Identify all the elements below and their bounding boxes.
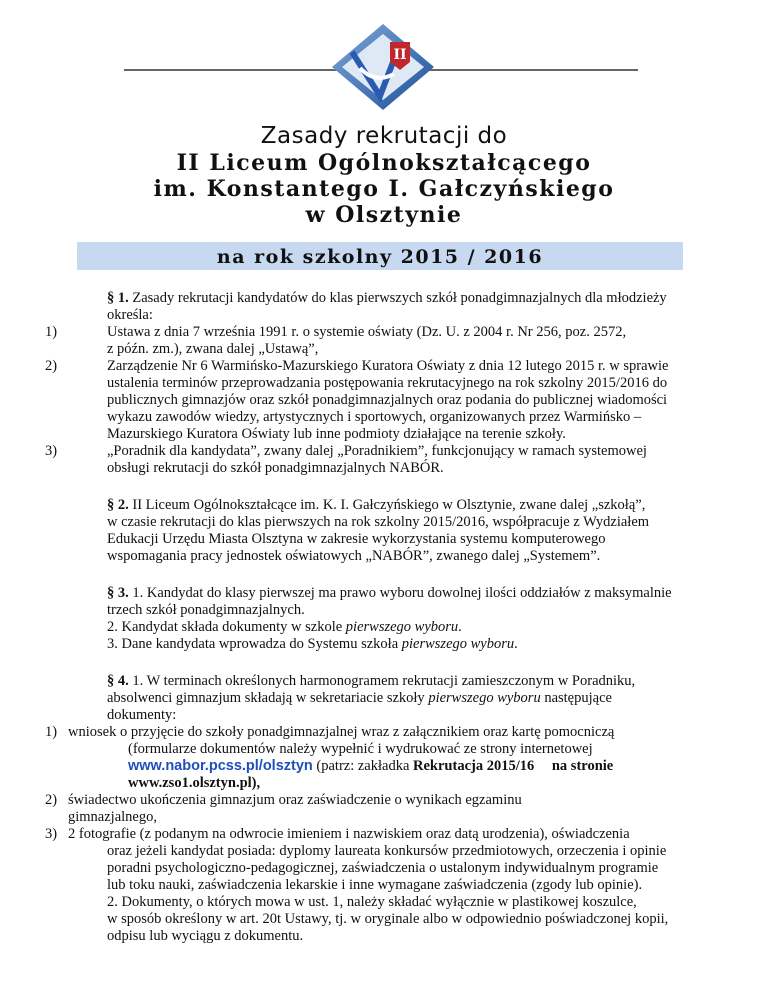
section-4-line: dokumenty: xyxy=(107,707,177,723)
section-3-heading: § 3. xyxy=(107,585,129,601)
s1-item-2-line: wykazu zawodów wiedzy, artystycznych i sportowych, organizowanych przez Warmińsko – xyxy=(107,409,642,425)
s4-item-3-line: lub toku nauki, zaświadczenia lekarskie i inne wymagane zaświadczenia (zgody lub opinie). xyxy=(107,877,643,893)
s4-para-2-line: w sposób określony w art. 20t Ustawy, tj. w oryginale albo w odpowiednio poświadczonej kopii, xyxy=(107,911,669,927)
section-1-intro xyxy=(107,290,697,307)
nabor-link[interactable]: www.nabor.pcss.pl/olsztyn xyxy=(128,758,313,774)
list-number: 2) xyxy=(45,792,58,808)
header-rule-left xyxy=(124,69,340,71)
s1-item-2-line: publicznych gimnazjów oraz szkół ponadgimnazjalnych oraz podania do publicznej wiadomości xyxy=(107,392,668,408)
list-number: 1) xyxy=(45,724,58,740)
s4-para-2-line: odpisu lub wyciągu z dokumentu. xyxy=(107,928,304,944)
section-2-line: w czasie rekrutacji do klas pierwszych na rok szkolny 2015/2016, współpracuje z Wydziałem xyxy=(107,514,650,530)
school-year-band: na rok szkolny 2015 / 2016 xyxy=(77,242,683,270)
header xyxy=(0,0,768,120)
section-3-text: 1. Kandydat do klasy pierwszej ma prawo wyboru dowolnej ilości oddziałów z maksymalnie xyxy=(132,585,672,601)
section-2-line: wspomagania pracy jednostek oświatowych „NABÓR”, zwanego dalej „Systemem”. xyxy=(107,548,601,564)
s4-item-3-line: 2 fotografie (z podanym na odwrocie imieniem i nazwiskiem oraz datą urodzenia), oświadczenia xyxy=(68,826,630,842)
section-2-heading: § 2. xyxy=(107,497,129,513)
section-3-line: trzech szkół ponadgimnazjalnych. xyxy=(107,602,305,618)
s4-para-2-line: 2. Dokumenty, o których mowa w ust. 1, należy składać wyłącznie w plastikowej koszulce, xyxy=(107,894,637,910)
s1-item-2-line: Zarządzenie Nr 6 Warmińsko-Mazurskiego Kuratora Oświaty z dnia 12 lutego 2015 r. w sprawie xyxy=(107,358,669,374)
s4-item-1-line: wniosek o przyjęcie do szkoły ponadgimnazjalnej wraz z załącznikiem oraz kartę pomocniczą xyxy=(68,724,615,740)
s4-item-3-line: oraz jeżeli kandydat posiada: dyplomy laureata konkursów przedmiotowych, orzeczenia i opinie xyxy=(107,843,667,859)
section-4-line xyxy=(107,673,635,690)
s4-item-1-line: www.nabor.pcss.pl/olsztyn (patrz: zakładka Rekrutacja 2015/16 na stronie xyxy=(128,758,614,774)
s4-item-1-line: www.zso1.olsztyn.pl), xyxy=(128,775,261,791)
list-number: 2) xyxy=(45,358,58,374)
crest-text: II xyxy=(393,47,407,63)
section-4-text: 1. W terminach określonych harmonogramem rekrutacji zamieszczonym w Poradniku, xyxy=(132,673,636,689)
section-3-line xyxy=(107,585,672,602)
s4-item-2-line: świadectwo ukończenia gimnazjum oraz zaświadczenie o wynikach egzaminu xyxy=(68,792,522,808)
s4-item-1-line: (formularze dokumentów należy wypełnić i wydrukować ze strony internetowej xyxy=(128,741,593,757)
list-number: 3) xyxy=(45,826,58,842)
section-4-line: absolwenci gimnazjum składają w sekretariacie szkoły pierwszego wyboru następujące xyxy=(107,690,612,706)
school-website-link[interactable]: www.zso1.olsztyn.pl xyxy=(128,775,252,791)
header-rule-right xyxy=(422,69,638,71)
title-line-4: w Olsztynie xyxy=(305,202,463,228)
title-line-3: im. Konstantego I. Gałczyńskiego xyxy=(153,176,615,202)
s1-item-2-line: ustalenia terminów przeprowadzania postępowania rekrutacyjnego na rok szkolny 2015/2016 do xyxy=(107,375,668,391)
section-1-intro-cont: określa: xyxy=(107,307,153,323)
section-2-text: II Liceum Ogólnokształcące im. K. I. Gałczyńskiego w Olsztynie, zwane dalej „szkołą”, xyxy=(132,497,646,513)
document-title xyxy=(0,122,768,228)
s4-item-2-line: gimnazjalnego, xyxy=(68,809,157,825)
s1-item-2-line: Mazurskiego Kuratora Oświaty lub inne podmioty działające na terenie szkoły. xyxy=(107,426,566,442)
list-number: 1) xyxy=(45,324,58,340)
section-1-heading: § 1. xyxy=(107,290,129,306)
title-line-2: II Liceum Ogólnokształcącego xyxy=(176,150,592,176)
section-2-line: Edukacji Urzędu Miasta Olsztyna w zakresie wykorzystania systemu komputerowego xyxy=(107,531,606,547)
section-4-heading: § 4. xyxy=(107,673,129,689)
school-crest-icon xyxy=(330,22,436,112)
s1-item-3-line: obsługi rekrutacji do szkół ponadgimnazjalnych NABÓR. xyxy=(107,460,444,476)
section-3-line: 3. Dane kandydata wprowadza do Systemu szkoła pierwszego wyboru. xyxy=(107,636,518,652)
section-2-line xyxy=(107,497,645,514)
section-3-line: 2. Kandydat składa dokumenty w szkole pierwszego wyboru. xyxy=(107,619,462,635)
s4-item-3-line: poradni psychologiczno-pedagogicznej, zaświadczenia o ustalonym indywidualnym programie xyxy=(107,860,659,876)
s1-item-3-line: „Poradnik dla kandydata”, zwany dalej „Poradnikiem”, funkcjonujący w ramach systemowej xyxy=(107,443,647,459)
list-number: 3) xyxy=(45,443,58,459)
s1-item-1-line: Ustawa z dnia 7 września 1991 r. o systemie oświaty (Dz. U. z 2004 r. Nr 256, poz. 2572, xyxy=(107,324,627,340)
title-line-1: Zasady rekrutacji do xyxy=(260,123,508,149)
s1-item-1-line: z późn. zm.), zwana dalej „Ustawą”, xyxy=(107,341,319,357)
section-1-intro-text: Zasady rekrutacji kandydatów do klas pierwszych szkół ponadgimnazjalnych dla młodzieży xyxy=(132,290,667,306)
